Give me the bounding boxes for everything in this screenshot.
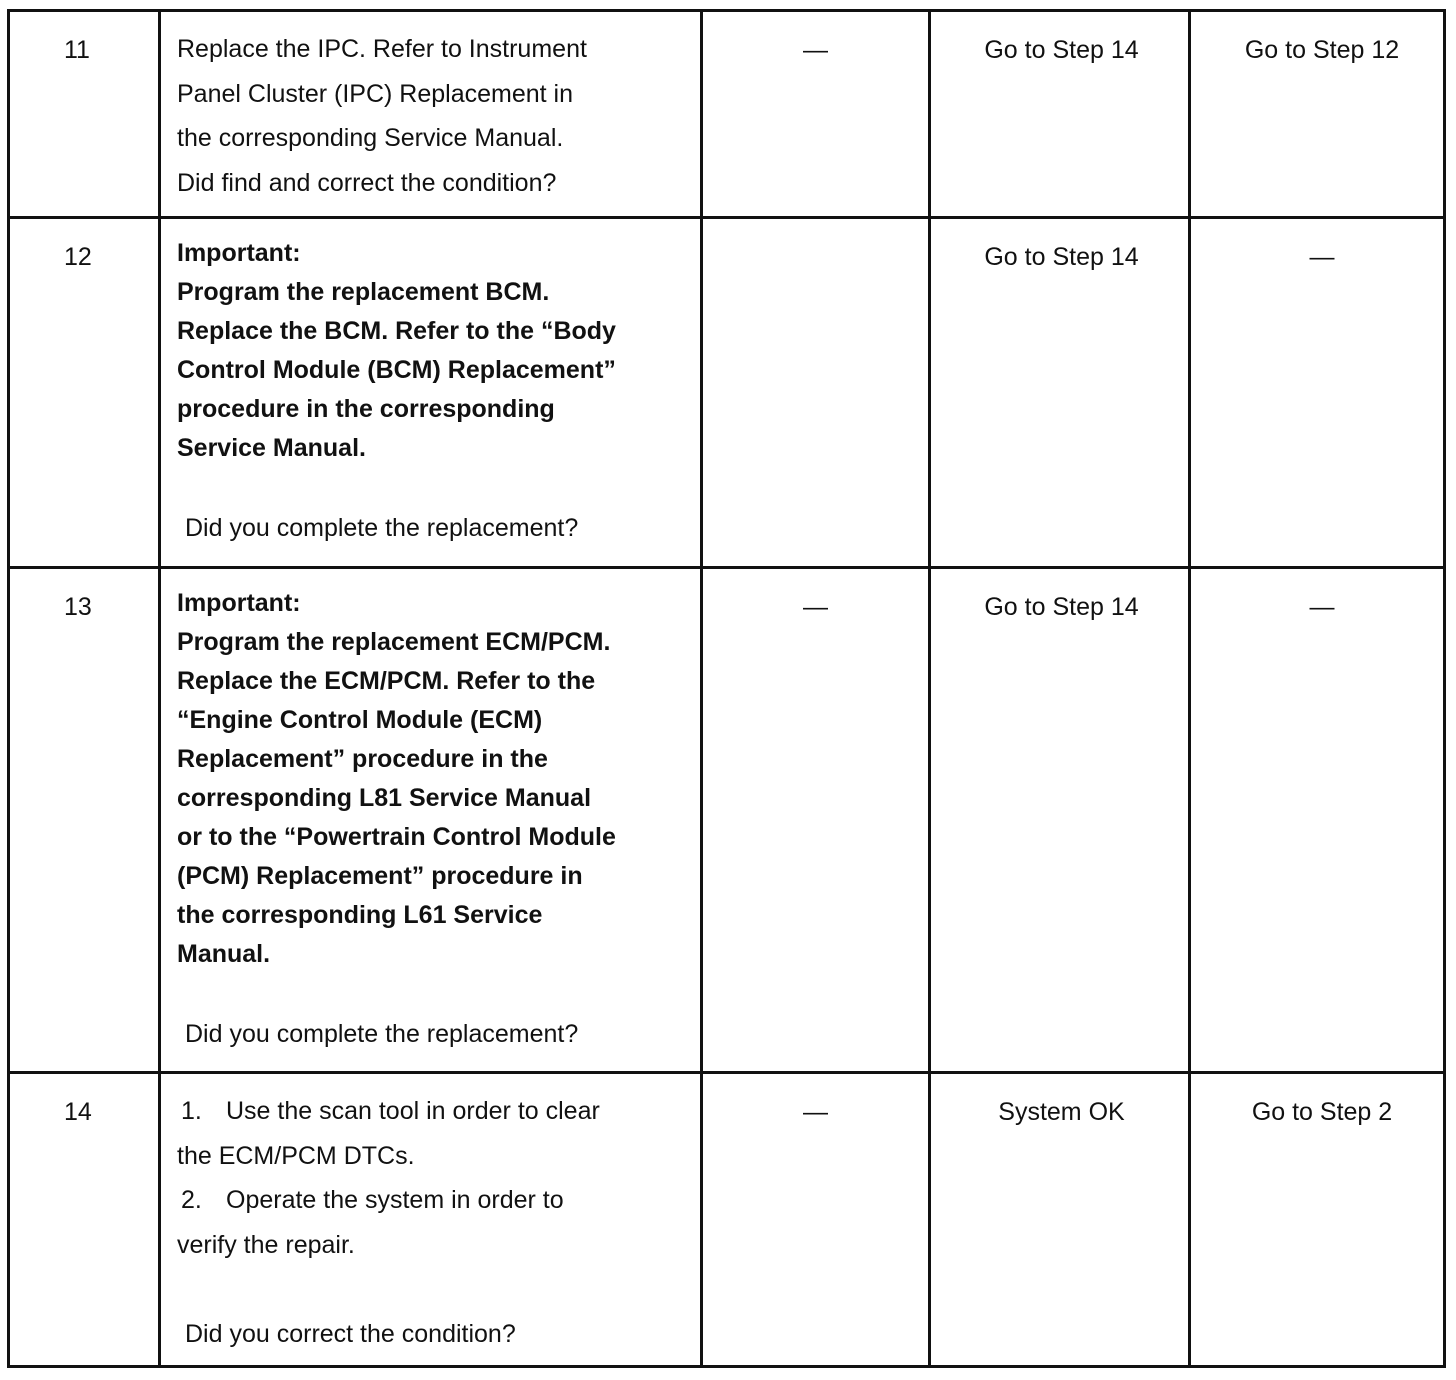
yes-text: System OK xyxy=(998,1098,1125,1126)
action-cell xyxy=(160,568,702,1073)
value-cell xyxy=(702,218,930,568)
important-line: Important: xyxy=(177,239,301,267)
yes-cell xyxy=(930,218,1190,568)
action-text xyxy=(161,569,700,1050)
question-text: Did you complete the replacement? xyxy=(185,514,579,542)
important-line: or to the “Powertrain Control Module xyxy=(177,823,616,851)
important-line: Control Module (BCM) Replacement” xyxy=(177,356,616,384)
list-item xyxy=(177,1089,690,1134)
question-text: Did you correct the condition? xyxy=(185,1320,516,1348)
important-line: Replace the BCM. Refer to the “Body xyxy=(177,317,616,345)
yes-cell xyxy=(930,11,1190,218)
question-text: Did you complete the replacement? xyxy=(185,1020,579,1048)
yes-text: Go to Step 14 xyxy=(984,243,1139,271)
no-text: — xyxy=(1309,243,1335,271)
list-text: Use the scan tool in order to clear xyxy=(226,1097,600,1125)
value-cell xyxy=(702,11,930,218)
action-cell xyxy=(160,11,702,218)
table-row xyxy=(9,11,1445,218)
table-row xyxy=(9,568,1445,1073)
diagnostic-table xyxy=(7,9,1446,1368)
value-text xyxy=(703,219,928,241)
important-line: Important: xyxy=(177,589,301,617)
value-text: — xyxy=(803,593,828,621)
important-line: (PCM) Replacement” procedure in xyxy=(177,862,583,890)
no-text: Go to Step 2 xyxy=(1251,1098,1393,1126)
important-line: procedure in the corresponding xyxy=(177,395,555,423)
important-line: the corresponding L61 Service xyxy=(177,901,543,929)
list-text-continued: the ECM/PCM DTCs. xyxy=(177,1141,415,1170)
table-row xyxy=(9,1073,1445,1367)
table-row xyxy=(9,218,1445,568)
yes-text: Go to Step 14 xyxy=(984,593,1139,621)
important-line: “Engine Control Module (ECM) xyxy=(177,706,543,734)
list-text: Operate the system in order to xyxy=(226,1186,564,1214)
yes-cell xyxy=(930,568,1190,1073)
step-cell xyxy=(9,218,160,568)
list-number: 2. xyxy=(181,1186,202,1214)
action-cell xyxy=(160,1073,702,1367)
yes-cell xyxy=(930,1073,1190,1367)
action-line: Replace the IPC. Refer to Instrument xyxy=(177,35,587,63)
value-text: — xyxy=(803,36,828,64)
important-line: Replacement” procedure in the xyxy=(177,745,548,773)
important-note xyxy=(177,234,690,468)
important-line: Program the replacement BCM. xyxy=(177,278,550,306)
action-line: Panel Cluster (IPC) Replacement in xyxy=(177,79,573,108)
list-text-continued: verify the repair. xyxy=(177,1230,355,1259)
no-text: Go to Step 12 xyxy=(1244,36,1400,64)
list-number: 1. xyxy=(181,1097,202,1125)
no-cell xyxy=(1190,218,1445,568)
important-line: Service Manual. xyxy=(177,434,366,462)
step-cell xyxy=(9,568,160,1073)
action-text xyxy=(161,219,700,544)
step-number: 12 xyxy=(64,243,92,271)
important-line: Manual. xyxy=(177,940,271,968)
action-text xyxy=(161,1074,700,1357)
action-cell xyxy=(160,218,702,568)
step-number: 11 xyxy=(64,36,90,64)
important-note xyxy=(177,584,690,974)
no-cell xyxy=(1190,11,1445,218)
value-text: — xyxy=(803,1098,828,1126)
yes-text: Go to Step 14 xyxy=(984,36,1139,64)
important-line: Replace the ECM/PCM. Refer to the xyxy=(177,667,596,695)
action-line: the corresponding Service Manual. xyxy=(177,124,564,152)
important-line: Program the replacement ECM/PCM. xyxy=(177,628,611,656)
action-line: Did find and correct the condition? xyxy=(177,168,557,197)
value-cell xyxy=(702,1073,930,1367)
value-cell xyxy=(702,568,930,1073)
no-cell xyxy=(1190,1073,1445,1367)
action-text xyxy=(161,12,700,205)
no-text: — xyxy=(1309,593,1335,621)
step-number: 14 xyxy=(64,1098,92,1126)
important-line: corresponding L81 Service Manual xyxy=(177,784,592,812)
no-cell xyxy=(1190,568,1445,1073)
step-number: 13 xyxy=(64,593,92,621)
list-item xyxy=(177,1178,690,1223)
step-cell xyxy=(9,11,160,218)
step-cell xyxy=(9,1073,160,1367)
